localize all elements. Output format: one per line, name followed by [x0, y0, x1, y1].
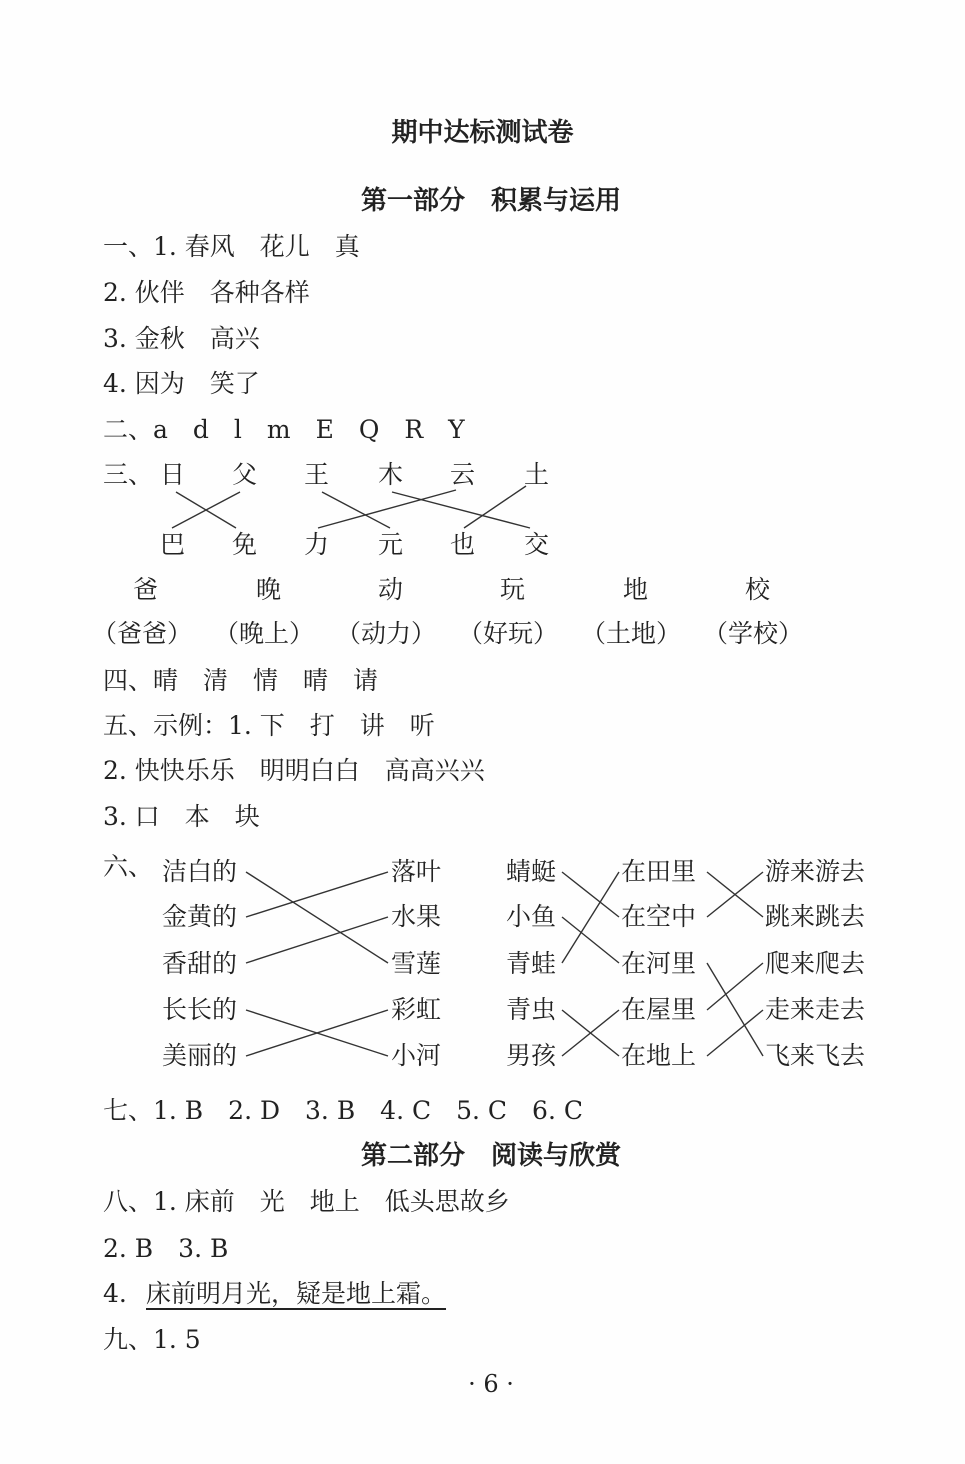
q3-top-char: 土: [524, 460, 550, 489]
q3-word: （好玩）: [458, 619, 559, 648]
q6-prefix: 六、: [103, 852, 154, 881]
match-line: [318, 490, 456, 528]
q3-word: （学校）: [703, 619, 804, 648]
q6-col3-item: 蜻蜓: [506, 857, 557, 886]
q5-line3: 3. 口 本 块: [103, 802, 260, 831]
q6-col3-item: 男孩: [506, 1041, 557, 1070]
q6-col5-item: 跳来跳去: [765, 902, 866, 931]
match-line: [707, 963, 763, 1010]
q3-char: 校: [745, 575, 771, 604]
q6-col4-item: 在河里: [621, 949, 697, 978]
q3-top-char: 木: [378, 460, 404, 489]
match-line: [707, 963, 763, 1056]
q7-line: 七、1. B 2. D 3. B 4. C 5. C 6. C: [103, 1096, 583, 1125]
q6-col3-item: 青虫: [506, 995, 557, 1024]
q3-prefix: 三、: [103, 460, 154, 489]
q6-col1-item: 金黄的: [162, 902, 238, 931]
q6-col4-item: 在屋里: [621, 995, 697, 1024]
q6-col1-item: 洁白的: [162, 857, 238, 886]
q1-line1: 一、1. 春风 花儿 真: [103, 232, 360, 261]
q6-col2-item: 水果: [391, 902, 442, 931]
match-line: [464, 486, 526, 528]
match-line: [322, 492, 390, 528]
q6-col3-item: 小鱼: [506, 902, 557, 931]
q3-bottom-char: 免: [232, 530, 258, 559]
q3-bottom-char: 力: [304, 530, 330, 559]
q3-char: 地: [623, 575, 649, 604]
q8-4-underlined-answer: 床前明月光，疑是地上霜。: [146, 1279, 447, 1308]
match-line: [562, 872, 619, 963]
q6-col2-item: 彩虹: [391, 995, 442, 1024]
q6-col5-item: 游来游去: [765, 857, 866, 886]
match-line: [707, 1010, 763, 1056]
q6-col4-item: 在空中: [621, 902, 697, 931]
q6-col4-item: 在田里: [621, 857, 697, 886]
part2-heading: 第二部分 阅读与欣赏: [360, 1141, 621, 1171]
q1-line4: 4. 因为 笑了: [103, 369, 260, 398]
q3-top-char: 王: [304, 460, 330, 489]
q3-bottom-char: 巴: [160, 530, 186, 559]
q5-line1: 五、示例：1. 下 打 讲 听: [103, 711, 435, 740]
q6-col2-item: 小河: [391, 1041, 442, 1070]
page-number: · 6 ·: [468, 1370, 514, 1398]
q6-col3-item: 青蛙: [506, 949, 557, 978]
q6-col2-item: 落叶: [391, 857, 442, 886]
q6-col1-item: 香甜的: [162, 949, 238, 978]
q6-col5-item: 爬来爬去: [765, 949, 866, 978]
q2-line: 二、a d l m E Q R Y: [103, 415, 465, 444]
part1-heading: 第一部分 积累与运用: [360, 186, 621, 216]
q1-line2: 2. 伙伴 各种各样: [103, 278, 310, 307]
q6-col5-item: 走来走去: [765, 995, 866, 1024]
q3-char: 玩: [500, 575, 526, 604]
q3-char: 晚: [256, 575, 282, 604]
q3-char: 动: [378, 575, 404, 604]
q3-top-char: 父: [232, 460, 258, 489]
q3-top-char: 日: [160, 460, 186, 489]
match-line: [172, 492, 240, 528]
q1-line3: 3. 金秋 高兴: [103, 324, 260, 353]
q3-word: （爸爸）: [92, 619, 193, 648]
q3-word: （土地）: [581, 619, 682, 648]
match-line: [562, 872, 619, 917]
q6-col2-item: 雪莲: [391, 949, 442, 978]
match-line: [246, 872, 388, 917]
match-line: [246, 917, 388, 963]
q6-col1-item: 美丽的: [162, 1041, 238, 1070]
q6-col5-item: 飞来飞去: [765, 1041, 866, 1070]
q4-line: 四、晴 清 情 晴 请: [103, 666, 379, 695]
q9-line: 九、1. 5: [103, 1325, 201, 1354]
match-line: [562, 917, 619, 963]
q8-line2: 2. B 3. B: [103, 1234, 229, 1263]
q6-col4-item: 在地上: [621, 1041, 697, 1070]
q3-bottom-char: 元: [378, 530, 404, 559]
q6-col1-item: 长长的: [162, 995, 238, 1024]
q5-line2: 2. 快快乐乐 明明白白 高高兴兴: [103, 756, 485, 785]
q3-word: （动力）: [336, 619, 437, 648]
q3-bottom-char: 交: [524, 530, 550, 559]
page-title: 期中达标测试卷: [391, 118, 574, 148]
q8-4-number: 4.: [103, 1279, 135, 1308]
match-line: [246, 872, 388, 963]
q3-char: 爸: [133, 575, 159, 604]
q8-line1: 八、1. 床前 光 地上 低头思故乡: [103, 1187, 510, 1216]
q3-bottom-char: 也: [450, 530, 476, 559]
q3-word: （晚上）: [214, 619, 315, 648]
q3-top-char: 云: [450, 460, 476, 489]
